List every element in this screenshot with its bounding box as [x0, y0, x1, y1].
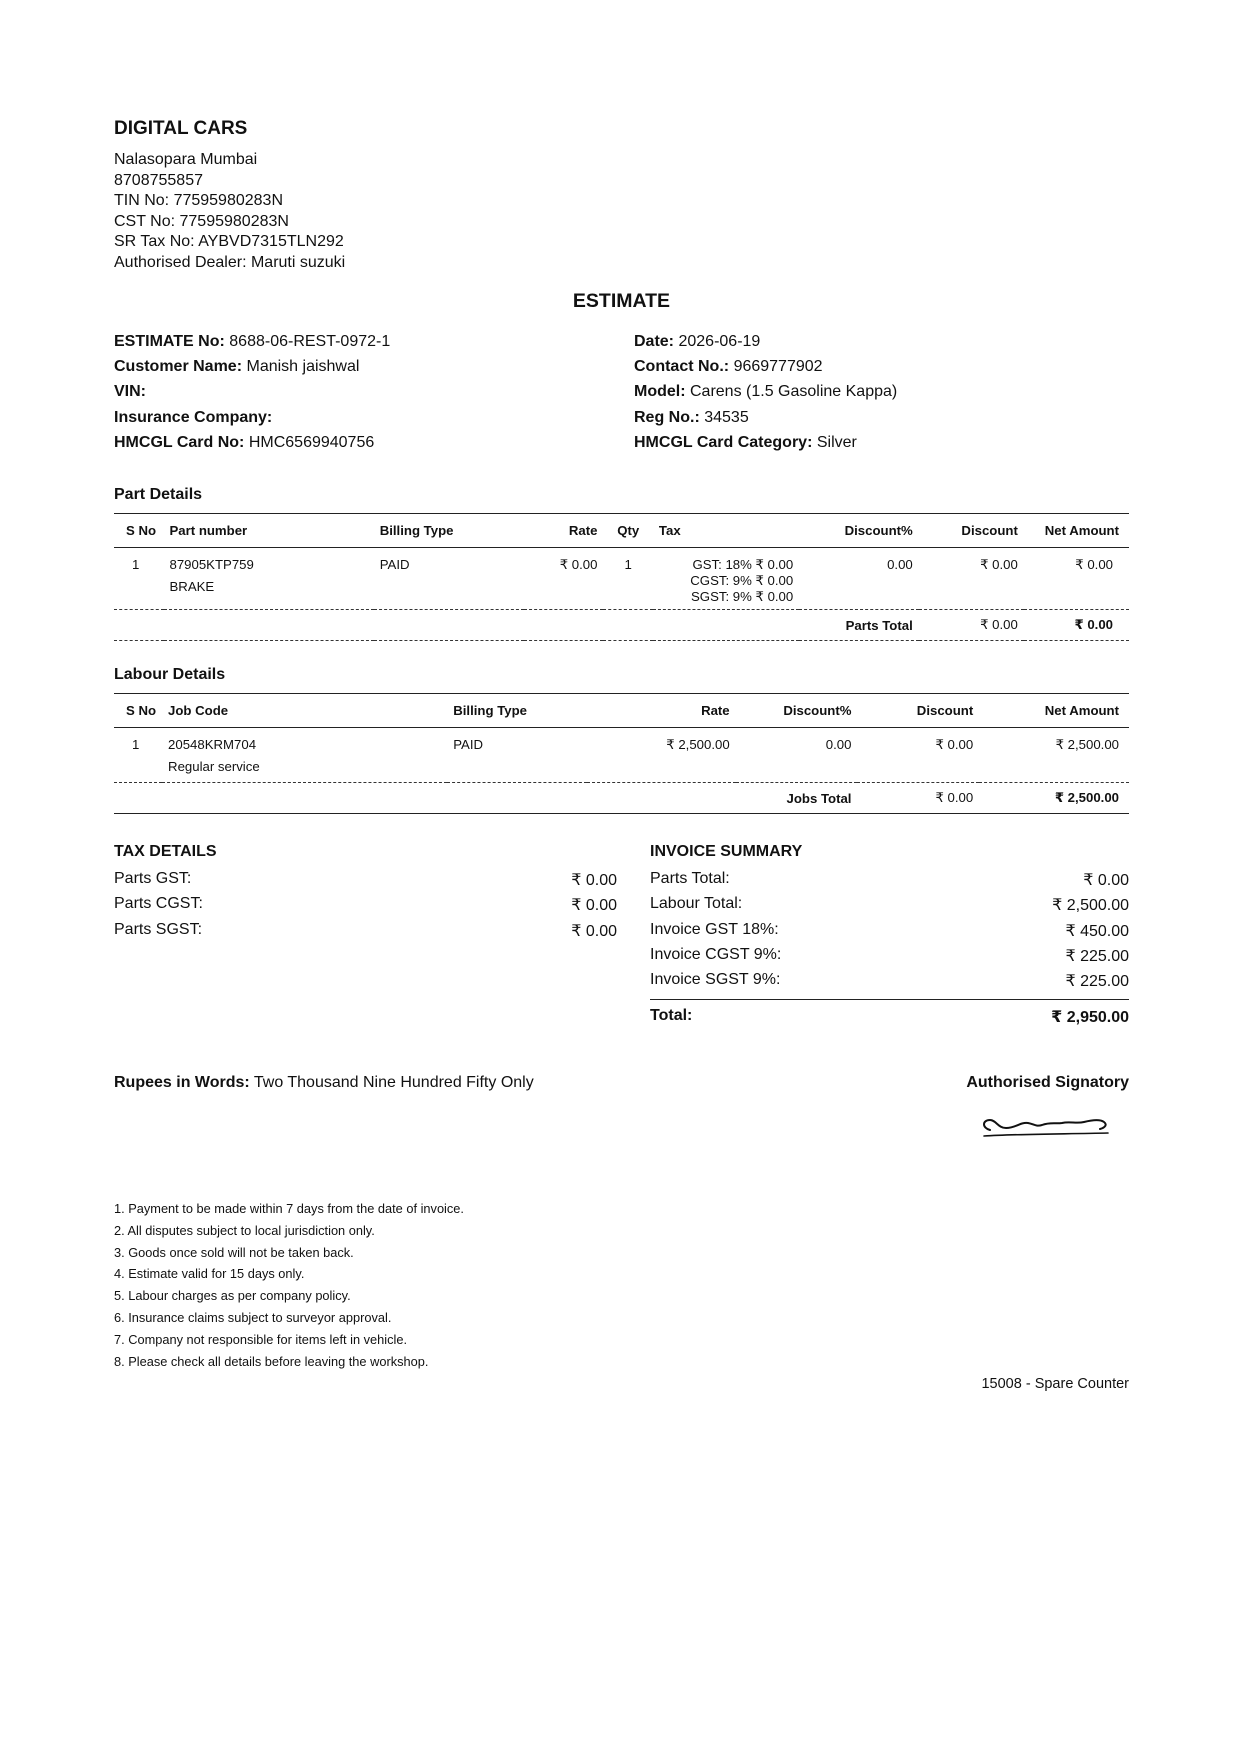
jobs-total-label: Jobs Total: [736, 783, 858, 814]
list-item: 6. Insurance claims subject to surveyor approval.: [114, 1309, 392, 1325]
summary-total-row: [650, 1000, 1129, 1030]
contact-no: Contact No.: 9669777902: [634, 358, 823, 376]
table-row: [114, 548, 1129, 610]
tax-row-value: ₹ 0.00: [571, 897, 617, 915]
tax-row-label: Parts GST:: [114, 870, 192, 887]
part-tax-cgst: CGST: 9% ₹ 0.00: [690, 573, 794, 588]
terms-list: [114, 1198, 464, 1372]
tax-row-label: Parts SGST:: [114, 920, 203, 938]
tax-details-title: TAX DETAILS: [114, 843, 217, 860]
part-sno: 1: [114, 548, 164, 610]
col-job-code: Job Code: [162, 694, 447, 728]
footer-note: 15008 - Spare Counter: [981, 1376, 1129, 1392]
part-rate: ₹ 0.00: [524, 548, 603, 610]
part-number-cell: [164, 548, 374, 610]
company-phone: 8708755857: [114, 171, 203, 189]
insurance-company: Insurance Company:: [114, 408, 273, 426]
list-item: 4. Estimate valid for 15 days only.: [114, 1266, 305, 1282]
labour-sno: 1: [114, 728, 162, 783]
part-qty: 1: [603, 548, 652, 610]
reg-no: Reg No.: 34535: [634, 408, 749, 426]
col-billing-type: Billing Type: [374, 514, 524, 548]
list-item: 7. Company not responsible for items left in vehicle.: [114, 1331, 408, 1347]
tax-row: [114, 895, 617, 920]
col-discount: Discount: [857, 694, 979, 728]
vehicle-model: Model: Carens (1.5 Gasoline Kappa): [634, 383, 898, 401]
company-sr-tax: SR Tax No: AYBVD7315TLN292: [114, 233, 344, 250]
customer-name: Customer Name: Manish jaishwal: [114, 358, 360, 376]
summary-row-label: Invoice GST 18%:: [650, 920, 779, 938]
tax-row-label: Parts CGST:: [114, 895, 203, 913]
tax-row: [114, 870, 617, 895]
col-rate: Rate: [587, 694, 736, 728]
part-description: BRAKE: [169, 579, 215, 594]
job-description: Regular service: [168, 759, 260, 774]
authorised-signatory-label: Authorised Signatory: [966, 1074, 1129, 1091]
jobs-total-discount: ₹ 0.00: [857, 783, 979, 814]
jobs-total-row: [114, 783, 1129, 814]
company-tin: TIN No: 77595980283N: [114, 192, 283, 209]
col-rate: Rate: [524, 514, 603, 548]
part-tax-sgst: SGST: 9% ₹ 0.00: [691, 589, 794, 604]
labour-discount-pct: 0.00: [736, 728, 858, 783]
summary-row-value: ₹ 2,500.00: [1052, 897, 1129, 915]
col-discount: Discount: [919, 514, 1024, 548]
part-tax: [653, 548, 799, 610]
tax-row-value: ₹ 0.00: [571, 872, 617, 889]
estimate-meta: [114, 333, 1129, 459]
col-net-amount: Net Amount: [979, 694, 1129, 728]
summary-row: [650, 921, 1129, 946]
job-code-cell: [162, 728, 447, 783]
summary-total-label: Total:: [650, 1007, 693, 1025]
document-title: ESTIMATE: [572, 290, 671, 312]
jobs-total-net: ₹ 2,500.00: [979, 783, 1129, 814]
summary-row-value: ₹ 225.00: [1065, 973, 1129, 991]
summary-row: [650, 895, 1129, 920]
company-dealer: Authorised Dealer: Maruti suzuki: [114, 253, 346, 271]
parts-total-label: Parts Total: [799, 610, 919, 641]
labour-header-row: [114, 694, 1129, 728]
col-tax: Tax: [653, 514, 799, 548]
list-item: 3. Goods once sold will not be taken back.: [114, 1244, 354, 1260]
list-item: 5. Labour charges as per company policy.: [114, 1288, 351, 1304]
col-sno: S No: [114, 694, 162, 728]
signature-icon: [976, 1108, 1116, 1142]
part-discount: ₹ 0.00: [919, 548, 1024, 610]
part-net-amount: ₹ 0.00: [1024, 548, 1129, 610]
company-details: [114, 150, 345, 273]
summary-row-label: Labour Total:: [650, 895, 743, 913]
summary-row-label: Parts Total:: [650, 870, 730, 887]
tax-row: [114, 921, 617, 946]
job-code: 20548KRM704: [168, 737, 257, 752]
col-discount-pct: Discount%: [799, 514, 919, 548]
summary-row-value: ₹ 225.00: [1065, 947, 1129, 965]
labour-details-title: Labour Details: [114, 666, 226, 683]
summary-row: [650, 870, 1129, 895]
company-cst: CST No: 77595980283N: [114, 212, 289, 230]
invoice-summary-title: INVOICE SUMMARY: [650, 843, 803, 860]
part-tax-gst: GST: 18% ₹ 0.00: [692, 557, 794, 572]
estimate-no: ESTIMATE No: 8688-06-REST-0972-1: [114, 333, 391, 350]
parts-total-net: ₹ 0.00: [1024, 610, 1129, 641]
part-number: 87905KTP759: [169, 557, 254, 572]
col-qty: Qty: [603, 514, 652, 548]
parts-total-discount: ₹ 0.00: [919, 610, 1024, 641]
list-item: 1. Payment to be made within 7 days from the date of invoice.: [114, 1201, 464, 1216]
card-no: HMCGL Card No: HMC6569940756: [114, 433, 375, 451]
part-details-table: [114, 513, 1129, 641]
labour-rate: ₹ 2,500.00: [587, 728, 736, 783]
col-net-amount: Net Amount: [1024, 514, 1129, 548]
col-discount-pct: Discount%: [736, 694, 858, 728]
summary-row-label: Invoice CGST 9%:: [650, 945, 782, 963]
labour-net-amount: ₹ 2,500.00: [979, 728, 1129, 783]
summary-row-value: ₹ 450.00: [1065, 922, 1129, 940]
labour-billing-type: PAID: [447, 728, 587, 783]
company-name: DIGITAL CARS: [114, 118, 248, 139]
part-discount-pct: 0.00: [799, 548, 919, 610]
tax-row-value: ₹ 0.00: [571, 922, 617, 940]
estimate-date: Date: 2026-06-19: [634, 333, 761, 350]
amount-in-words: Rupees in Words: Two Thousand Nine Hundred Fifty Only: [114, 1074, 534, 1091]
list-item: 8. Please check all details before leaving the workshop.: [114, 1353, 429, 1369]
labour-discount: ₹ 0.00: [857, 728, 979, 783]
list-item: 2. All disputes subject to local jurisdiction only.: [114, 1222, 375, 1238]
part-details-title: Part Details: [114, 486, 203, 503]
parts-total-row: [114, 610, 1129, 641]
summary-row: [650, 946, 1129, 971]
company-address: Nalasopara Mumbai: [114, 151, 258, 168]
labour-details-table: [114, 693, 1129, 814]
vin: VIN:: [114, 383, 146, 401]
summary-row: [650, 971, 1129, 996]
summary-total-value: ₹ 2,950.00: [1051, 1009, 1129, 1027]
part-header-row: [114, 514, 1129, 548]
summary-row-value: ₹ 0.00: [1083, 872, 1129, 889]
table-row: [114, 728, 1129, 783]
col-billing-type: Billing Type: [447, 694, 587, 728]
col-part-number: Part number: [164, 514, 374, 548]
col-sno: S No: [114, 514, 164, 548]
invoice-summary: [650, 843, 1129, 1030]
tax-details: [114, 843, 617, 946]
summary-row-label: Invoice SGST 9%:: [650, 971, 781, 989]
part-billing-type: PAID: [374, 548, 524, 610]
card-category: HMCGL Card Category: Silver: [634, 433, 857, 451]
